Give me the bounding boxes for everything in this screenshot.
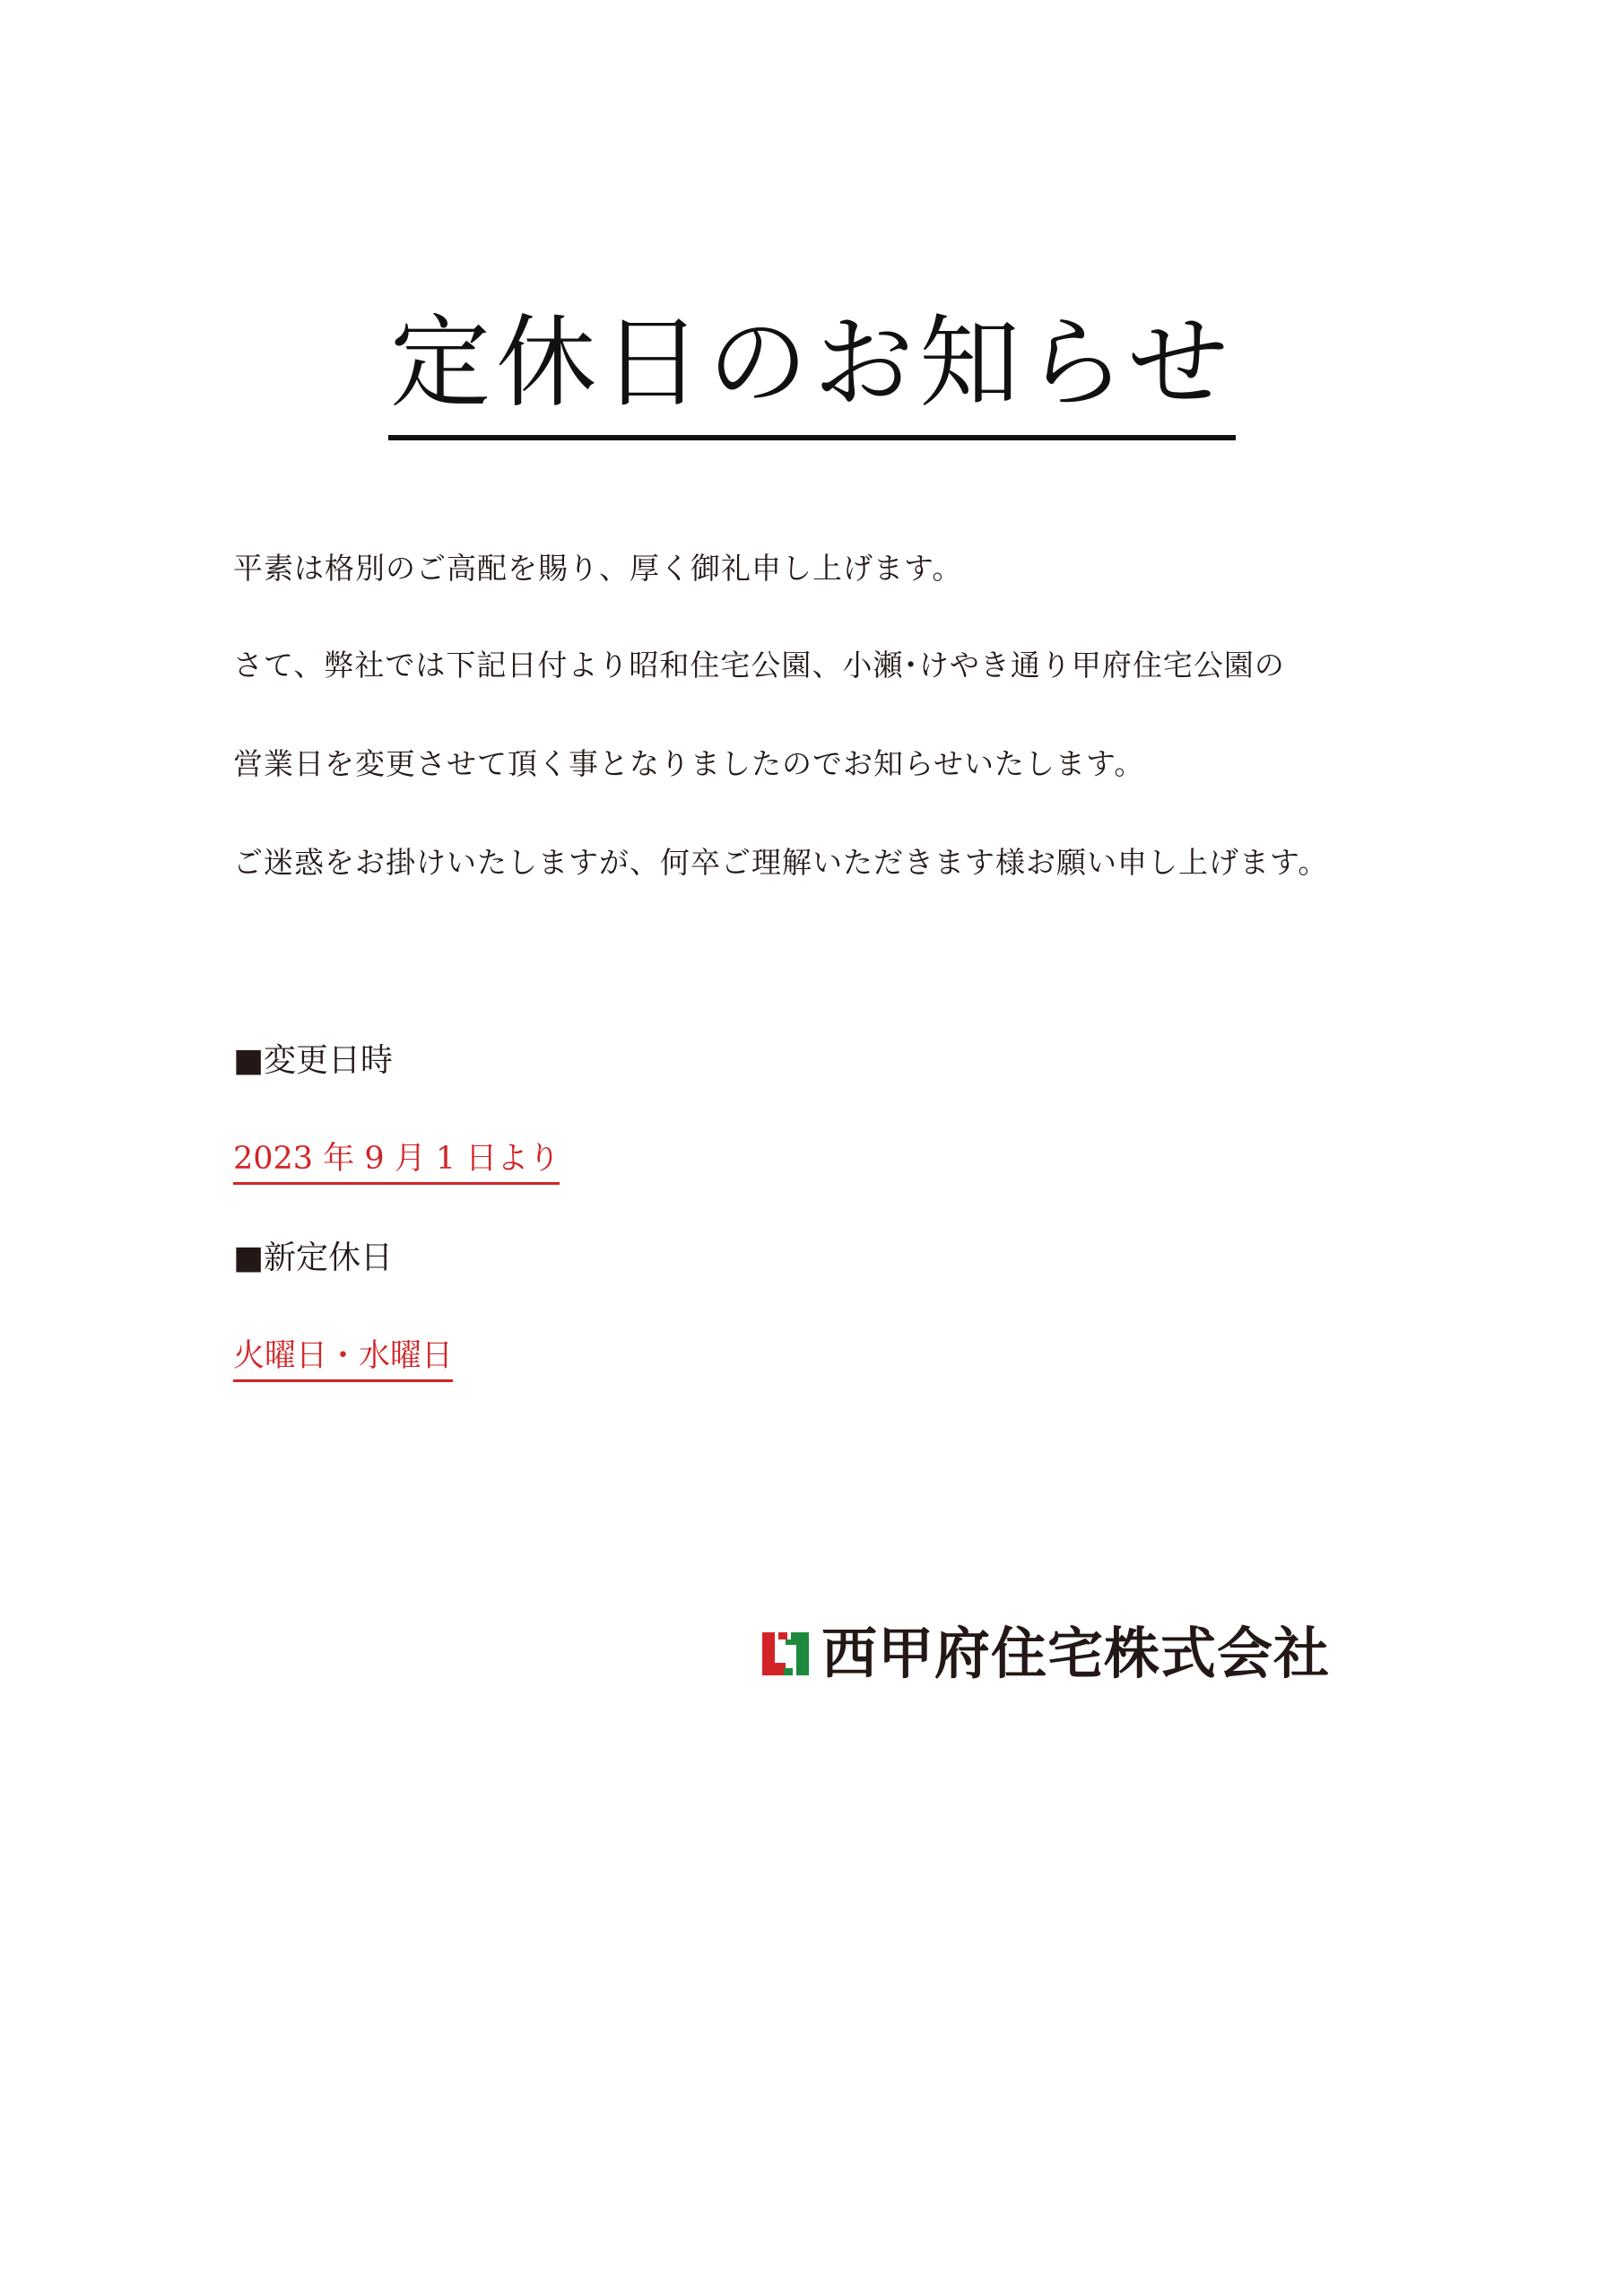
new-holiday-heading: ■新定休日 (233, 1239, 394, 1276)
notice-paragraph-announcement: さて、弊社では下記日付より昭和住宅公園、小瀬･けやき通り甲府住宅公園の (233, 648, 1285, 683)
notice-title: 定休日のお知らせ (388, 300, 1236, 440)
notice-paragraph-change: 営業日を変更させて頂く事となりましたのでお知らせいたします。 (233, 746, 1145, 781)
nishikofu-logo-mark-icon (759, 1627, 812, 1681)
change-date-value: 2023 年 9 月 1 日より (233, 1137, 560, 1185)
change-date-heading: ■変更日時 (233, 1042, 394, 1079)
notice-paragraph-greeting: 平素は格別のご高配を賜り、厚く御礼申し上げます。 (233, 551, 963, 586)
notice-paragraph-apology: ご迷惑をお掛けいたしますが、何卒ご理解いただきます様お願い申し上げます。 (233, 845, 1329, 880)
company-name: 西甲府住宅株式会社 (821, 1621, 1331, 1686)
new-holiday-value: 火曜日・水曜日 (233, 1335, 453, 1382)
notice-title-wrapper (0, 300, 1624, 440)
company-logo (759, 1622, 1330, 1686)
